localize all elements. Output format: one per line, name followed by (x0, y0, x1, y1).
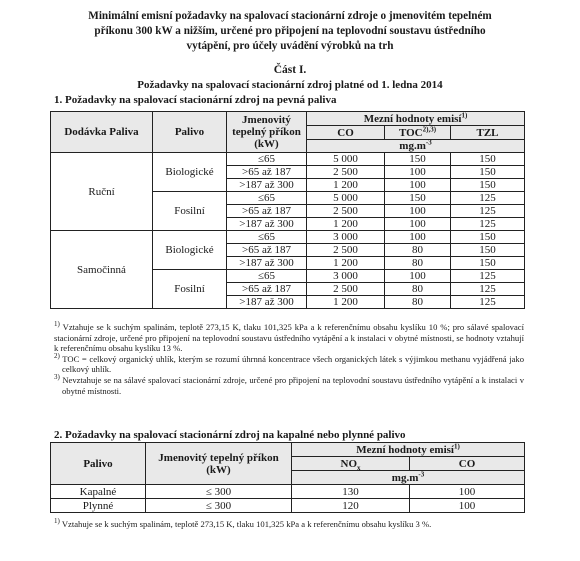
co-cell: 2 500 (307, 166, 385, 179)
power-cell: >187 až 300 (227, 257, 307, 270)
power-cell: ≤65 (227, 270, 307, 283)
header-co: CO (307, 126, 385, 140)
part-subtitle: Požadavky na spalovací stacionární zdroj platné od 1. ledna 2014 (137, 79, 443, 91)
tzl-cell: 150 (451, 153, 525, 166)
header-limits: Mezní hodnoty emisí$^{1)}$ (307, 112, 525, 126)
liquid-gas-fuel-emission-table (50, 442, 525, 513)
co-cell: 2 500 (307, 205, 385, 218)
co-cell: 3 000 (307, 231, 385, 244)
title-line: Minimální emisní požadavky na spalovací stacionární zdroje o jmenovitém tepelném (88, 10, 492, 22)
header-supply: Dodávka Paliva (51, 112, 153, 153)
toc-cell: 80 (385, 244, 451, 257)
footnote: $^{1)}$ Vztahuje se k suchým spalinám, teplotě 273,15 K, tlaku 101,325 kPa a k referenčnímu obsahu kyslíku 10 %; pro sálavé spalovací stacionární zdroje, určené pro připojení na teplovodní soustavu ústředního vytápění a k instalaci v obytné místnosti, se hodnoty vztahují k referenčnímu obsahu kyslíku 13 %. (54, 320, 524, 354)
tzl-cell: 125 (451, 192, 525, 205)
tzl-cell: 125 (451, 296, 525, 309)
tzl-cell: 150 (451, 244, 525, 257)
toc-cell: 80 (385, 257, 451, 270)
toc-cell: 100 (385, 231, 451, 244)
document-title (40, 9, 540, 54)
power-cell: >65 až 187 (227, 205, 307, 218)
co-cell: 100 (410, 485, 525, 499)
header-power: Jmenovitý tepelný příkon (kW) (146, 443, 292, 485)
header-limits: Mezní hodnoty emisí$^{1)}$ (292, 443, 525, 457)
tzl-cell: 150 (451, 166, 525, 179)
table-row (51, 231, 525, 244)
power-cell: >65 až 187 (227, 166, 307, 179)
table-row (51, 485, 525, 499)
co-cell: 1 200 (307, 179, 385, 192)
toc-cell: 100 (385, 270, 451, 283)
co-cell: 2 500 (307, 283, 385, 296)
solid-fuel-emission-table (50, 111, 525, 309)
toc-cell: 100 (385, 218, 451, 231)
toc-cell: 150 (385, 192, 451, 205)
power-cell: ≤65 (227, 192, 307, 205)
co-cell: 5 000 (307, 153, 385, 166)
supply-cell: Samočinná (51, 231, 153, 309)
toc-cell: 80 (385, 283, 451, 296)
toc-cell: 100 (385, 166, 451, 179)
power-cell: ≤ 300 (146, 485, 292, 499)
fuel-cell: Fosilní (153, 192, 227, 231)
header-fuel: Palivo (153, 112, 227, 153)
footnote: $^{2)}$ TOC = celkový organický uhlík, kterým se rozumí úhrnná koncentrace všech organických látek s výjimkou methanu vyjádřená jako celkový uhlík. (54, 351, 524, 375)
co-cell: 100 (410, 499, 525, 513)
section2-footnote: $^{1)}$ Vztahuje se k suchým spalinám, teplotě 273,15 K, tlaku 101,325 kPa a k referenčnímu obsahu kyslíku 3 %. (54, 517, 432, 529)
power-cell: >65 až 187 (227, 283, 307, 296)
part-title: Část I. (273, 64, 307, 76)
tzl-cell: 150 (451, 231, 525, 244)
title-line: vytápění, pro účely uvádění výrobků na trh (186, 40, 394, 52)
power-cell: >187 až 300 (227, 296, 307, 309)
header-toc: $TOC^{2),3)}$ (385, 126, 451, 140)
tzl-cell: 150 (451, 257, 525, 270)
co-cell: 1 200 (307, 218, 385, 231)
header-fuel: Palivo (51, 443, 146, 485)
section1-heading: 1. Požadavky na spalovací stacionární zdroj na pevná paliva (54, 94, 337, 106)
footnote: $^{3)}$ Nevztahuje se na sálavé spalovací stacionární zdroje, určené pro připojení na teplovodní soustavu ústředního vytápění a k instalaci v obytné místnosti. (54, 373, 524, 396)
tzl-cell: 125 (451, 270, 525, 283)
power-cell: >187 až 300 (227, 218, 307, 231)
tzl-cell: 125 (451, 283, 525, 296)
header-nox: $NO_x$ (292, 457, 410, 471)
fuel-cell: Biologické (153, 153, 227, 192)
tzl-cell: 125 (451, 218, 525, 231)
power-cell: ≤65 (227, 153, 307, 166)
header-unit: $mg.m^{-3}$ (292, 471, 525, 485)
toc-cell: 100 (385, 179, 451, 192)
fuel-cell: Kapalné (51, 485, 146, 499)
supply-cell: Ruční (51, 153, 153, 231)
nox-cell: 130 (292, 485, 410, 499)
toc-cell: 100 (385, 205, 451, 218)
tzl-cell: 125 (451, 205, 525, 218)
fuel-cell: Biologické (153, 231, 227, 270)
power-cell: ≤ 300 (146, 499, 292, 513)
fuel-cell: Fosilní (153, 270, 227, 309)
table-row (51, 153, 525, 166)
co-cell: 3 000 (307, 270, 385, 283)
fuel-cell: Plynné (51, 499, 146, 513)
nox-cell: 120 (292, 499, 410, 513)
co-cell: 5 000 (307, 192, 385, 205)
power-cell: >65 až 187 (227, 244, 307, 257)
toc-cell: 80 (385, 296, 451, 309)
toc-cell: 150 (385, 153, 451, 166)
header-unit: $mg.m^{-3}$ (307, 140, 525, 153)
table-row (51, 499, 525, 513)
section1-footnotes (54, 322, 524, 396)
section2-heading: 2. Požadavky na spalovací stacionární zdroj na kapalné nebo plynné palivo (54, 429, 406, 441)
co-cell: 1 200 (307, 296, 385, 309)
header-co: CO (410, 457, 525, 471)
tzl-cell: 150 (451, 179, 525, 192)
co-cell: 2 500 (307, 244, 385, 257)
header-power: Jmenovitý tepelný příkon (kW) (227, 112, 307, 153)
header-tzl: TZL (451, 126, 525, 140)
power-cell: >187 až 300 (227, 179, 307, 192)
co-cell: 1 200 (307, 257, 385, 270)
power-cell: ≤65 (227, 231, 307, 244)
title-line: příkonu 300 kW a nižším, určené pro připojení na teplovodní soustavu ústředního (94, 25, 486, 37)
